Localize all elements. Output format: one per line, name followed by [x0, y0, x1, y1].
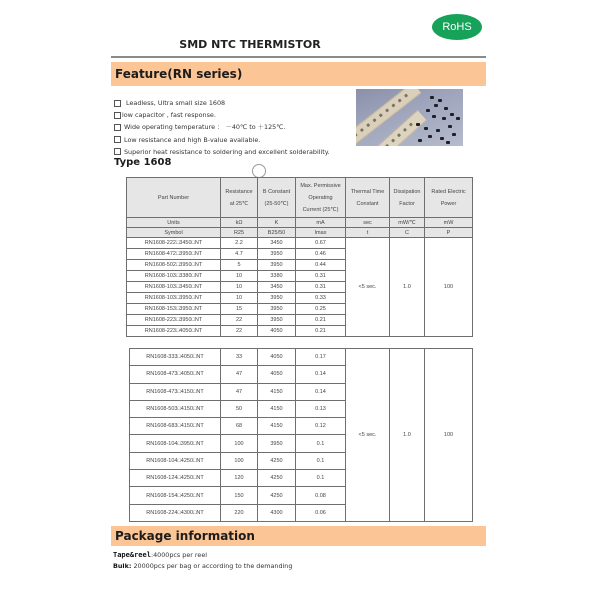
b-constant-cell: 3950 [258, 435, 296, 452]
header-max-current: Max. Permissive Operating Current (25℃) [296, 178, 346, 218]
part-number-cell: RN1608-503□4150□NT [130, 400, 221, 417]
header-part-number: Part Number [127, 178, 221, 218]
part-number-cell: RN1608-154□4250□NT [130, 487, 221, 504]
resistance-cell: 100 [221, 452, 258, 469]
part-number-cell: RN1608-472□3950□NT [127, 249, 221, 260]
header-dissipation: Dissipation Factor [390, 178, 425, 218]
units-cell: mW/℃ [390, 218, 425, 228]
units-row [127, 218, 473, 228]
resistance-cell: 120 [221, 470, 258, 487]
b-constant-cell: 4150 [258, 383, 296, 400]
resistance-cell: 5 [221, 260, 258, 271]
b-constant-cell: 3950 [258, 293, 296, 304]
resistance-cell: 22 [221, 326, 258, 337]
part-number-cell: RN1608-333□4050□NT [130, 349, 221, 366]
b-constant-cell: 3950 [258, 249, 296, 260]
symbol-cell: Symbol [127, 228, 221, 238]
units-cell: sec [346, 218, 390, 228]
max-current-cell: 0.1 [296, 452, 346, 469]
checkbox-icon [114, 124, 121, 131]
part-number-cell: RN1608-153□3950□NT [127, 304, 221, 315]
resistance-cell: 10 [221, 293, 258, 304]
part-number-cell: RN1608-104□3950□NT [130, 435, 221, 452]
b-constant-cell: 3950 [258, 260, 296, 271]
part-number-cell: RN1608-222□3450□NT [127, 238, 221, 249]
b-constant-cell: 4050 [258, 349, 296, 366]
resistance-cell: 15 [221, 304, 258, 315]
dissipation-cell: 1.0 [390, 349, 425, 522]
bulk-line [113, 561, 292, 572]
symbol-cell: R25 [221, 228, 258, 238]
header-thermal-time: Thermal Time Constant [346, 178, 390, 218]
header-b-constant: B Constant (25-50℃) [258, 178, 296, 218]
b-constant-cell: 4300 [258, 504, 296, 521]
b-constant-cell: 4150 [258, 400, 296, 417]
part-number-cell: RN1608-224□4300□NT [130, 504, 221, 521]
b-constant-cell: 3950 [258, 304, 296, 315]
title-divider [111, 56, 486, 58]
units-cell: kΩ [221, 218, 258, 228]
resistance-cell: 100 [221, 435, 258, 452]
max-current-cell: 0.08 [296, 487, 346, 504]
checkbox-icon [114, 100, 121, 107]
max-current-cell: 0.13 [296, 400, 346, 417]
b-constant-cell: 3380 [258, 271, 296, 282]
b-constant-cell: 4250 [258, 487, 296, 504]
units-cell: K [258, 218, 296, 228]
b-constant-cell: 4250 [258, 470, 296, 487]
max-current-cell: 0.21 [296, 326, 346, 337]
resistance-cell: 47 [221, 366, 258, 383]
feature-section-title: Feature(RN series) [115, 67, 243, 81]
feature-item: Superior heat resistance to soldering and excellent solderability. [114, 146, 330, 158]
max-current-cell: 0.31 [296, 271, 346, 282]
bulk-label: Bulk: [113, 562, 132, 570]
feature-item: Leadless, Ultra small size 1608 [114, 97, 330, 109]
max-current-cell: 0.14 [296, 383, 346, 400]
resistance-cell: 33 [221, 349, 258, 366]
symbol-cell: P [425, 228, 473, 238]
symbol-cell: Imax [296, 228, 346, 238]
header-resistance: Resistance at 25℃ [221, 178, 258, 218]
max-current-cell: 0.67 [296, 238, 346, 249]
resistance-cell: 4.7 [221, 249, 258, 260]
cursor-indicator [252, 164, 266, 178]
max-current-cell: 0.06 [296, 504, 346, 521]
max-current-cell: 0.1 [296, 435, 346, 452]
resistance-cell: 150 [221, 487, 258, 504]
part-number-cell: RN1608-124□4250□NT [130, 470, 221, 487]
part-number-cell: RN1608-223□3950□NT [127, 315, 221, 326]
symbol-cell: B25/50 [258, 228, 296, 238]
max-current-cell: 0.33 [296, 293, 346, 304]
resistance-cell: 47 [221, 383, 258, 400]
package-info [113, 550, 292, 572]
b-constant-cell: 3450 [258, 238, 296, 249]
feature-section-header [111, 62, 486, 86]
spec-table-group1 [126, 177, 473, 337]
b-constant-cell: 3950 [258, 315, 296, 326]
resistance-cell: 10 [221, 282, 258, 293]
resistance-cell: 2.2 [221, 238, 258, 249]
tape-reel-value: :4000pcs per reel [150, 551, 208, 559]
units-cell: mA [296, 218, 346, 228]
header-rated-power: Rated Electric Power [425, 178, 473, 218]
part-number-cell: RN1608-473□4050□NT [130, 366, 221, 383]
type-title: Type 1608 [114, 157, 172, 168]
max-current-cell: 0.46 [296, 249, 346, 260]
table-header-row [127, 178, 473, 218]
b-constant-cell: 4250 [258, 452, 296, 469]
part-number-cell: RN1608-103□3380□NT [127, 271, 221, 282]
tape-reel-line [113, 550, 292, 561]
max-current-cell: 0.25 [296, 304, 346, 315]
package-section-title: Package information [115, 529, 255, 543]
b-constant-cell: 4050 [258, 326, 296, 337]
bulk-value: 20000pcs per bag or according to the demanding [131, 562, 293, 570]
thermal-time-cell: <5 sec. [346, 349, 390, 522]
resistance-cell: 220 [221, 504, 258, 521]
rohs-badge: RoHS [432, 14, 482, 40]
checkbox-icon [114, 148, 121, 155]
part-number-cell: RN1608-473□4150□NT [130, 383, 221, 400]
resistance-cell: 10 [221, 271, 258, 282]
resistance-cell: 50 [221, 400, 258, 417]
part-number-cell: RN1608-502□3950□NT [127, 260, 221, 271]
tape-reel-label: Tape&reel [113, 551, 151, 559]
symbol-row [127, 228, 473, 238]
max-current-cell: 0.14 [296, 366, 346, 383]
b-constant-cell: 4150 [258, 418, 296, 435]
max-current-cell: 0.31 [296, 282, 346, 293]
symbol-cell: t [346, 228, 390, 238]
table-row [130, 349, 473, 366]
max-current-cell: 0.21 [296, 315, 346, 326]
rated-power-cell: 100 [425, 349, 473, 522]
part-number-cell: RN1608-683□4150□NT [130, 418, 221, 435]
max-current-cell: 0.17 [296, 349, 346, 366]
checkbox-icon [114, 136, 121, 143]
b-constant-cell: 3450 [258, 282, 296, 293]
rated-power-cell: 100 [425, 238, 473, 337]
resistance-cell: 68 [221, 418, 258, 435]
document-title: SMD NTC THERMISTOR [179, 38, 321, 51]
symbol-cell: C [390, 228, 425, 238]
resistance-cell: 22 [221, 315, 258, 326]
feature-item: Wide operating temperature ： －40℃ to ＋125℃. [114, 121, 330, 133]
b-constant-cell: 4050 [258, 366, 296, 383]
units-cell: mW [425, 218, 473, 228]
feature-list [114, 97, 330, 158]
table-row [127, 238, 473, 249]
dissipation-cell: 1.0 [390, 238, 425, 337]
thermal-time-cell: <5 sec. [346, 238, 390, 337]
feature-item: low capacitor , fast response. [114, 109, 330, 121]
units-cell: Units [127, 218, 221, 228]
package-section-header [111, 526, 486, 546]
part-number-cell: RN1608-103□3950□NT [127, 293, 221, 304]
feature-item: Low resistance and high B-value available. [114, 134, 330, 146]
max-current-cell: 0.44 [296, 260, 346, 271]
part-number-cell: RN1608-223□4050□NT [127, 326, 221, 337]
part-number-cell: RN1608-103□3450□NT [127, 282, 221, 293]
part-number-cell: RN1608-104□4250□NT [130, 452, 221, 469]
max-current-cell: 0.1 [296, 470, 346, 487]
spec-table-group2 [129, 348, 473, 522]
checkbox-icon [114, 112, 121, 119]
product-photo [356, 89, 463, 146]
max-current-cell: 0.12 [296, 418, 346, 435]
